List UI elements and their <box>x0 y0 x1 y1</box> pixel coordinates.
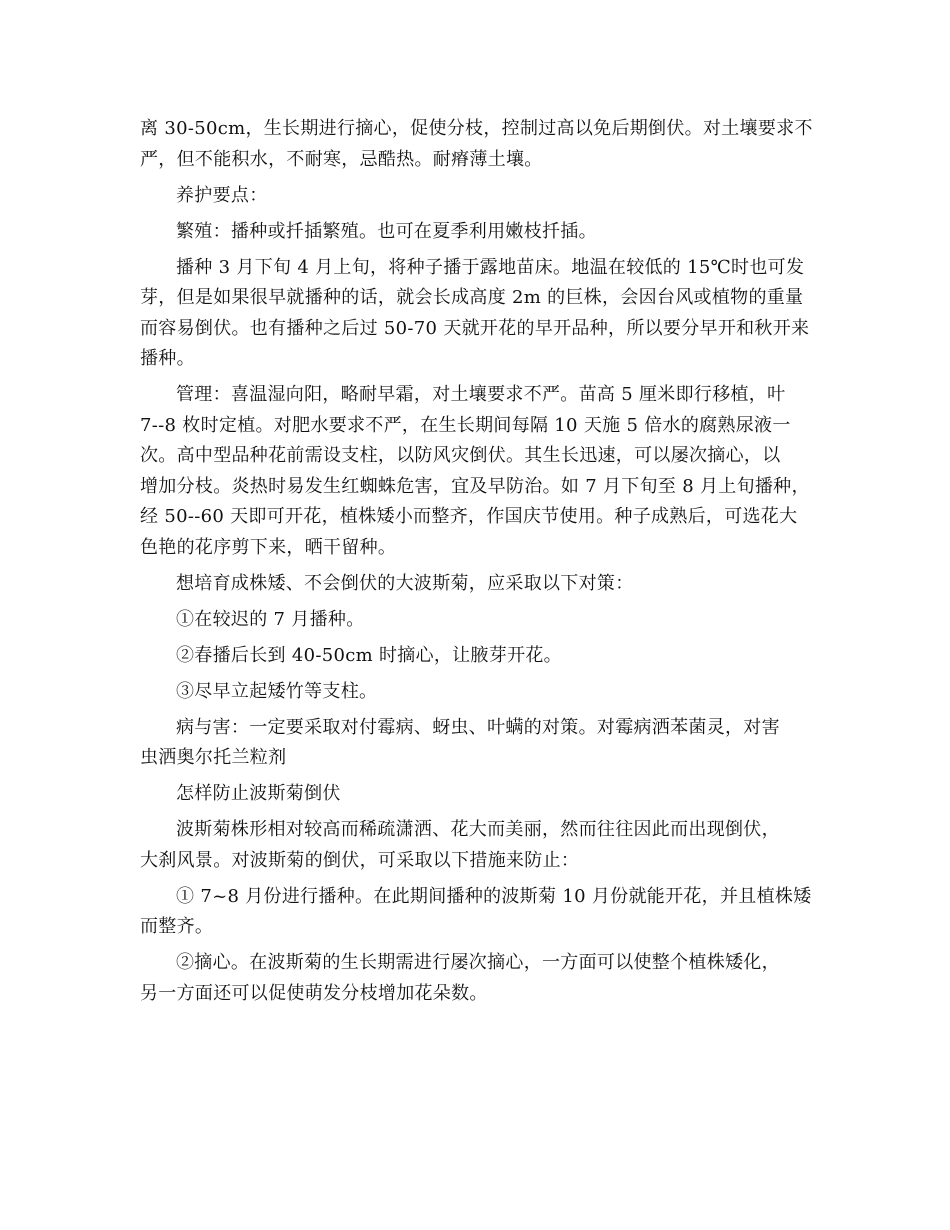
text-line: 另一方面还可以促使萌发分枝增加花朵数。 <box>140 982 488 1004</box>
list-item <box>140 677 820 708</box>
paragraph <box>140 114 820 175</box>
paragraph <box>140 217 820 248</box>
text-line: 养护要点： <box>176 184 268 206</box>
text-line: ③尽早立起矮竹等支柱。 <box>176 680 378 702</box>
text-line: ②春播后长到 40-50cm 时摘心，让腋芽开花。 <box>176 644 562 666</box>
text-line: 而容易倒伏。也有播种之后过 50-70 天就开花的早开品种，所以要分早开和秋开来 <box>140 317 810 339</box>
text-line: 管理：喜温湿向阳，略耐早霜，对土壤要求不严。苗高 5 厘米即行移植，叶 <box>176 384 786 405</box>
text-line: 虫洒奥尔托兰粒剂 <box>140 747 287 768</box>
text-line: 芽，但是如果很早就播种的话，就会长成高度 2m 的巨株，会因台风或植物的重量 <box>140 287 804 308</box>
text-line: ①在较迟的 7 月播种。 <box>176 608 365 630</box>
text-line: 增加分枝。炎热时易发生红蜘蛛危害，宜及早防治。如 7 月下旬至 8 月上旬播种， <box>140 475 810 497</box>
text-line: 而整齐。 <box>140 916 214 937</box>
text-line: ②摘心。在波斯菊的生长期需进行屡次摘心，一方面可以使整个植株矮化， <box>176 952 780 973</box>
text-line: 想培育成株矮、不会倒伏的大波斯菊，应采取以下对策： <box>176 572 634 594</box>
list-item <box>140 882 820 943</box>
section-heading <box>140 181 820 212</box>
text-line: 7--8 枚时定植。对肥水要求不严，在生长期间每隔 10 天施 5 倍水的腐熟尿液一 <box>140 414 791 436</box>
text-line: ① 7~8 月份进行播种。在此期间播种的波斯菊 10 月份就能开花，并且植株矮 <box>176 885 812 907</box>
list-item <box>140 641 820 672</box>
text-line: 波斯菊株形相对较高而稀疏潇洒、花大而美丽，然而往往因此而出现倒伏， <box>176 819 780 840</box>
document-page <box>140 114 820 1009</box>
paragraph <box>140 569 820 600</box>
paragraph <box>140 253 820 375</box>
paragraph <box>140 380 820 563</box>
text-line: 色艳的花序剪下来，晒干留种。 <box>140 536 397 558</box>
text-line: 繁殖：播种或扦插繁殖。也可在夏季利用嫩枝扦插。 <box>176 220 597 242</box>
text-line: 经 50--60 天即可开花，植株矮小而整齐，作国庆节使用。种子成熟后，可选花大 <box>140 506 798 527</box>
text-line: 播种 3 月下旬 4 月上旬，将种子播于露地苗床。地温在较低的 15℃时也可发 <box>176 256 805 278</box>
text-line: 大刹风景。对波斯菊的倒伏，可采取以下措施来防止： <box>140 849 580 871</box>
paragraph <box>140 815 820 876</box>
list-item <box>140 605 820 636</box>
section-heading <box>140 779 820 810</box>
text-line: 怎样防止波斯菊倒伏 <box>176 783 341 804</box>
text-line: 病与害：一定要采取对付霉病、蚜虫、叶螨的对策。对霉病洒苯菌灵，对害 <box>176 716 780 738</box>
paragraph <box>140 713 820 774</box>
list-item <box>140 948 820 1009</box>
text-line: 离 30-50cm，生长期进行摘心，促使分枝，控制过高以免后期倒伏。对土壤要求不 <box>140 118 813 139</box>
text-line: 播种。 <box>140 348 195 369</box>
text-line: 次。高中型品种花前需设支柱，以防风灾倒伏。其生长迅速，可以屡次摘心，以 <box>140 445 781 466</box>
text-line: 严，但不能积水，不耐寒，忌酷热。耐瘠薄土壤。 <box>140 148 543 170</box>
